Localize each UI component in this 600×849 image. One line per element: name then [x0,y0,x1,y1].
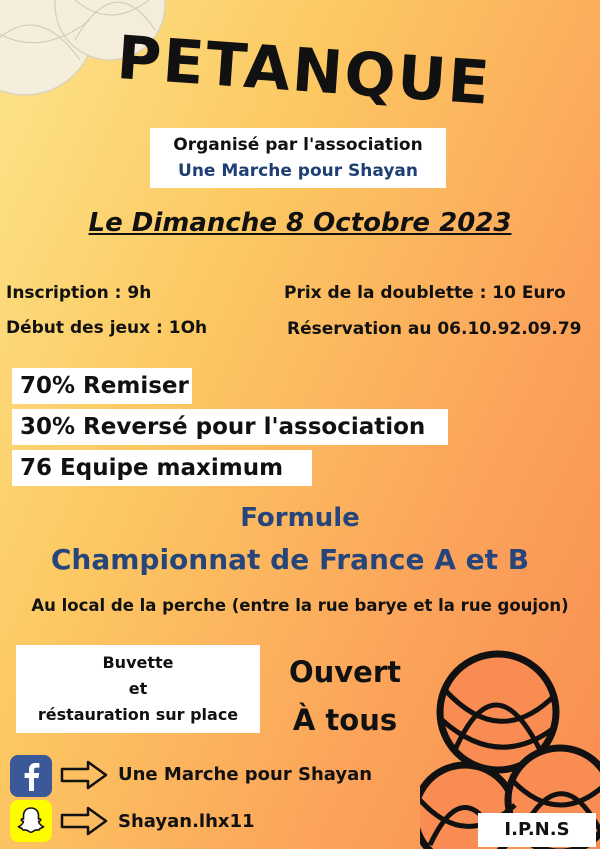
ipns-label: I.P.N.S [478,813,596,847]
buvette-line: Buvette [102,653,174,672]
ouvert-line: À tous [292,703,398,737]
rule-remiser: 70% Remiser [12,368,192,404]
organizer-line: Organisé par l'association [173,135,423,155]
arrow-right-icon [60,806,108,836]
reservation-phone: Réservation au 06.10.92.09.79 [287,319,582,339]
snapchat-label: Shayan.lhx11 [118,811,255,832]
formule-name: Championnat de France A et B [50,543,530,576]
inscription-time: Inscription : 9h [6,283,152,303]
ouvert-text [270,648,420,744]
event-date: Le Dimanche 8 Octobre 2023 [88,208,512,238]
doublette-price: Prix de la doublette : 10 Euro [284,283,566,303]
organizer-box [150,128,446,188]
snapchat-icon[interactable] [10,800,52,842]
buvette-line: et [128,679,148,698]
formule-label: Formule [240,503,360,533]
association-name: Une Marche pour Shayan [178,161,418,181]
facebook-label: Une Marche pour Shayan [118,764,373,785]
rule-equipe: 76 Equipe maximum [12,450,312,486]
location: Au local de la perche (entre la rue barye et la rue goujon) [31,596,569,615]
poster-title: PETANQUE [114,23,494,119]
arrow-right-icon [60,760,108,790]
facebook-icon[interactable] [10,755,52,797]
buvette-line: réstauration sur place [37,705,239,724]
ouvert-line: Ouvert [288,655,402,689]
rule-reverse: 30% Reversé pour l'association [12,409,448,445]
buvette-box [16,645,260,733]
start-time: Début des jeux : 1Oh [6,318,208,338]
